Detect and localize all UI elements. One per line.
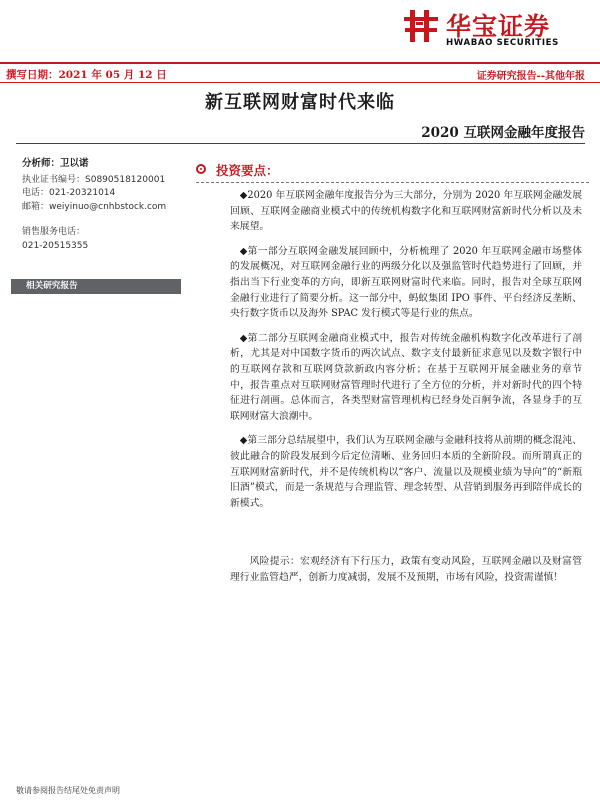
key-points-rule xyxy=(196,182,589,183)
email-row xyxy=(22,201,180,215)
key-points-title: 投资要点： xyxy=(216,163,279,178)
page-title: 新互联网财富时代来临 xyxy=(205,92,395,113)
target-icon xyxy=(196,164,206,174)
report-date: 撰写日期：2021 年 05 月 12 日 xyxy=(6,69,167,81)
key-point-paragraph: ◆第一部分互联网金融发展回顾中，分析梳理了 2020 年互联网金融市场整体的发展概况，对互联网金融行业的两级分化以及强监管时代趋势进行了回顾，并指出当下行业变革的方向，即新互联网财富时代来临。同时，报告对全球互联网金融行业进行了简要分析。这一部分中，蚂蚁集团 IPO 事件、平台经济反垄断、央行数字货币以及海外 SPAC 发行模式等是行业的焦点。 xyxy=(230,245,582,320)
license-row xyxy=(22,174,180,188)
phone-row xyxy=(22,187,180,201)
report-category: 证券研究报告--其他年报 xyxy=(476,71,585,82)
email-label: 邮箱： xyxy=(22,201,50,212)
key-point-paragraph: ◆第二部分互联网金融商业模式中，报告对传统金融机构数字化改革进行了剖析，尤其是对中国数字货币的两次试点、数字支付最新征求意见以及数字银行中的互联网存款和互联网贷款新政内容分析；在基于互联网开展金融业务的章节中，报告重点对互联网财富管理时代进行了全方位的分析，并对新时代的四个特征进行剖画。总体而言，各类型财富管理机构已经身处百舸争流，各显身手的互联网财富大浪潮中。 xyxy=(230,332,582,422)
phone-label: 电话： xyxy=(22,188,50,199)
key-point-paragraph: ◆2020 年互联网金融年度报告分为三大部分，分别为 2020 年互联网金融发展回顾、互联网金融商业模式中的传统机构数字化和互联网财富新时代分析以及未来展望。 xyxy=(230,190,582,233)
sales-label: 销售服务电话： xyxy=(22,227,86,238)
related-reports-header: 相关研究报告 xyxy=(11,279,181,294)
logo-english-name: HWABAO SECURITIES xyxy=(446,38,559,48)
risk-warning-block xyxy=(230,554,582,594)
disclaimer-footer: 敬请参阅报告结尾处免责声明 xyxy=(16,786,120,795)
header-thin-rule xyxy=(0,82,600,83)
analyst-name: 分析师：卫以诺 xyxy=(22,158,89,169)
hwabao-logo-icon xyxy=(404,8,438,44)
license-label: 执业证书编号： xyxy=(22,174,86,185)
phone-number: 021-20321014 xyxy=(49,188,116,199)
risk-warning: 风险提示：宏观经济有下行压力，政策有变动风险，互联网金融以及财富管理行业监管趋严，创新力度减弱，发展不及预期，市场有风险，投资需谨慎！ xyxy=(230,556,582,583)
key-points-body xyxy=(230,188,582,520)
page-subtitle: 2020 互联网金融年度报告 xyxy=(421,125,585,141)
sales-phone: 021-20515355 xyxy=(22,240,89,251)
key-point-paragraph: ◆第三部分总结展望中，我们认为互联网金融与金融科技将从前期的概念混沌、彼此融合的阶段发展到今后定位清晰、业务回归本质的全新阶段。而所谓真正的互联网财富新时代，并不是传统机构以“客户、流量以及规模业绩为导向”的“新瓶旧酒”模式，而是一条规范与合理监管、理念转型、从营销到服务再到陪伴成长的新模式。 xyxy=(230,435,582,509)
license-number: S0890518120001 xyxy=(85,174,166,185)
email-link[interactable]: weiyinuo@cnhbstock.com xyxy=(49,201,167,212)
subtitle-rule xyxy=(16,143,585,144)
header-rule xyxy=(0,62,600,64)
analyst-info xyxy=(22,157,180,254)
logo-chinese-name: 华宝证券 xyxy=(446,12,551,41)
